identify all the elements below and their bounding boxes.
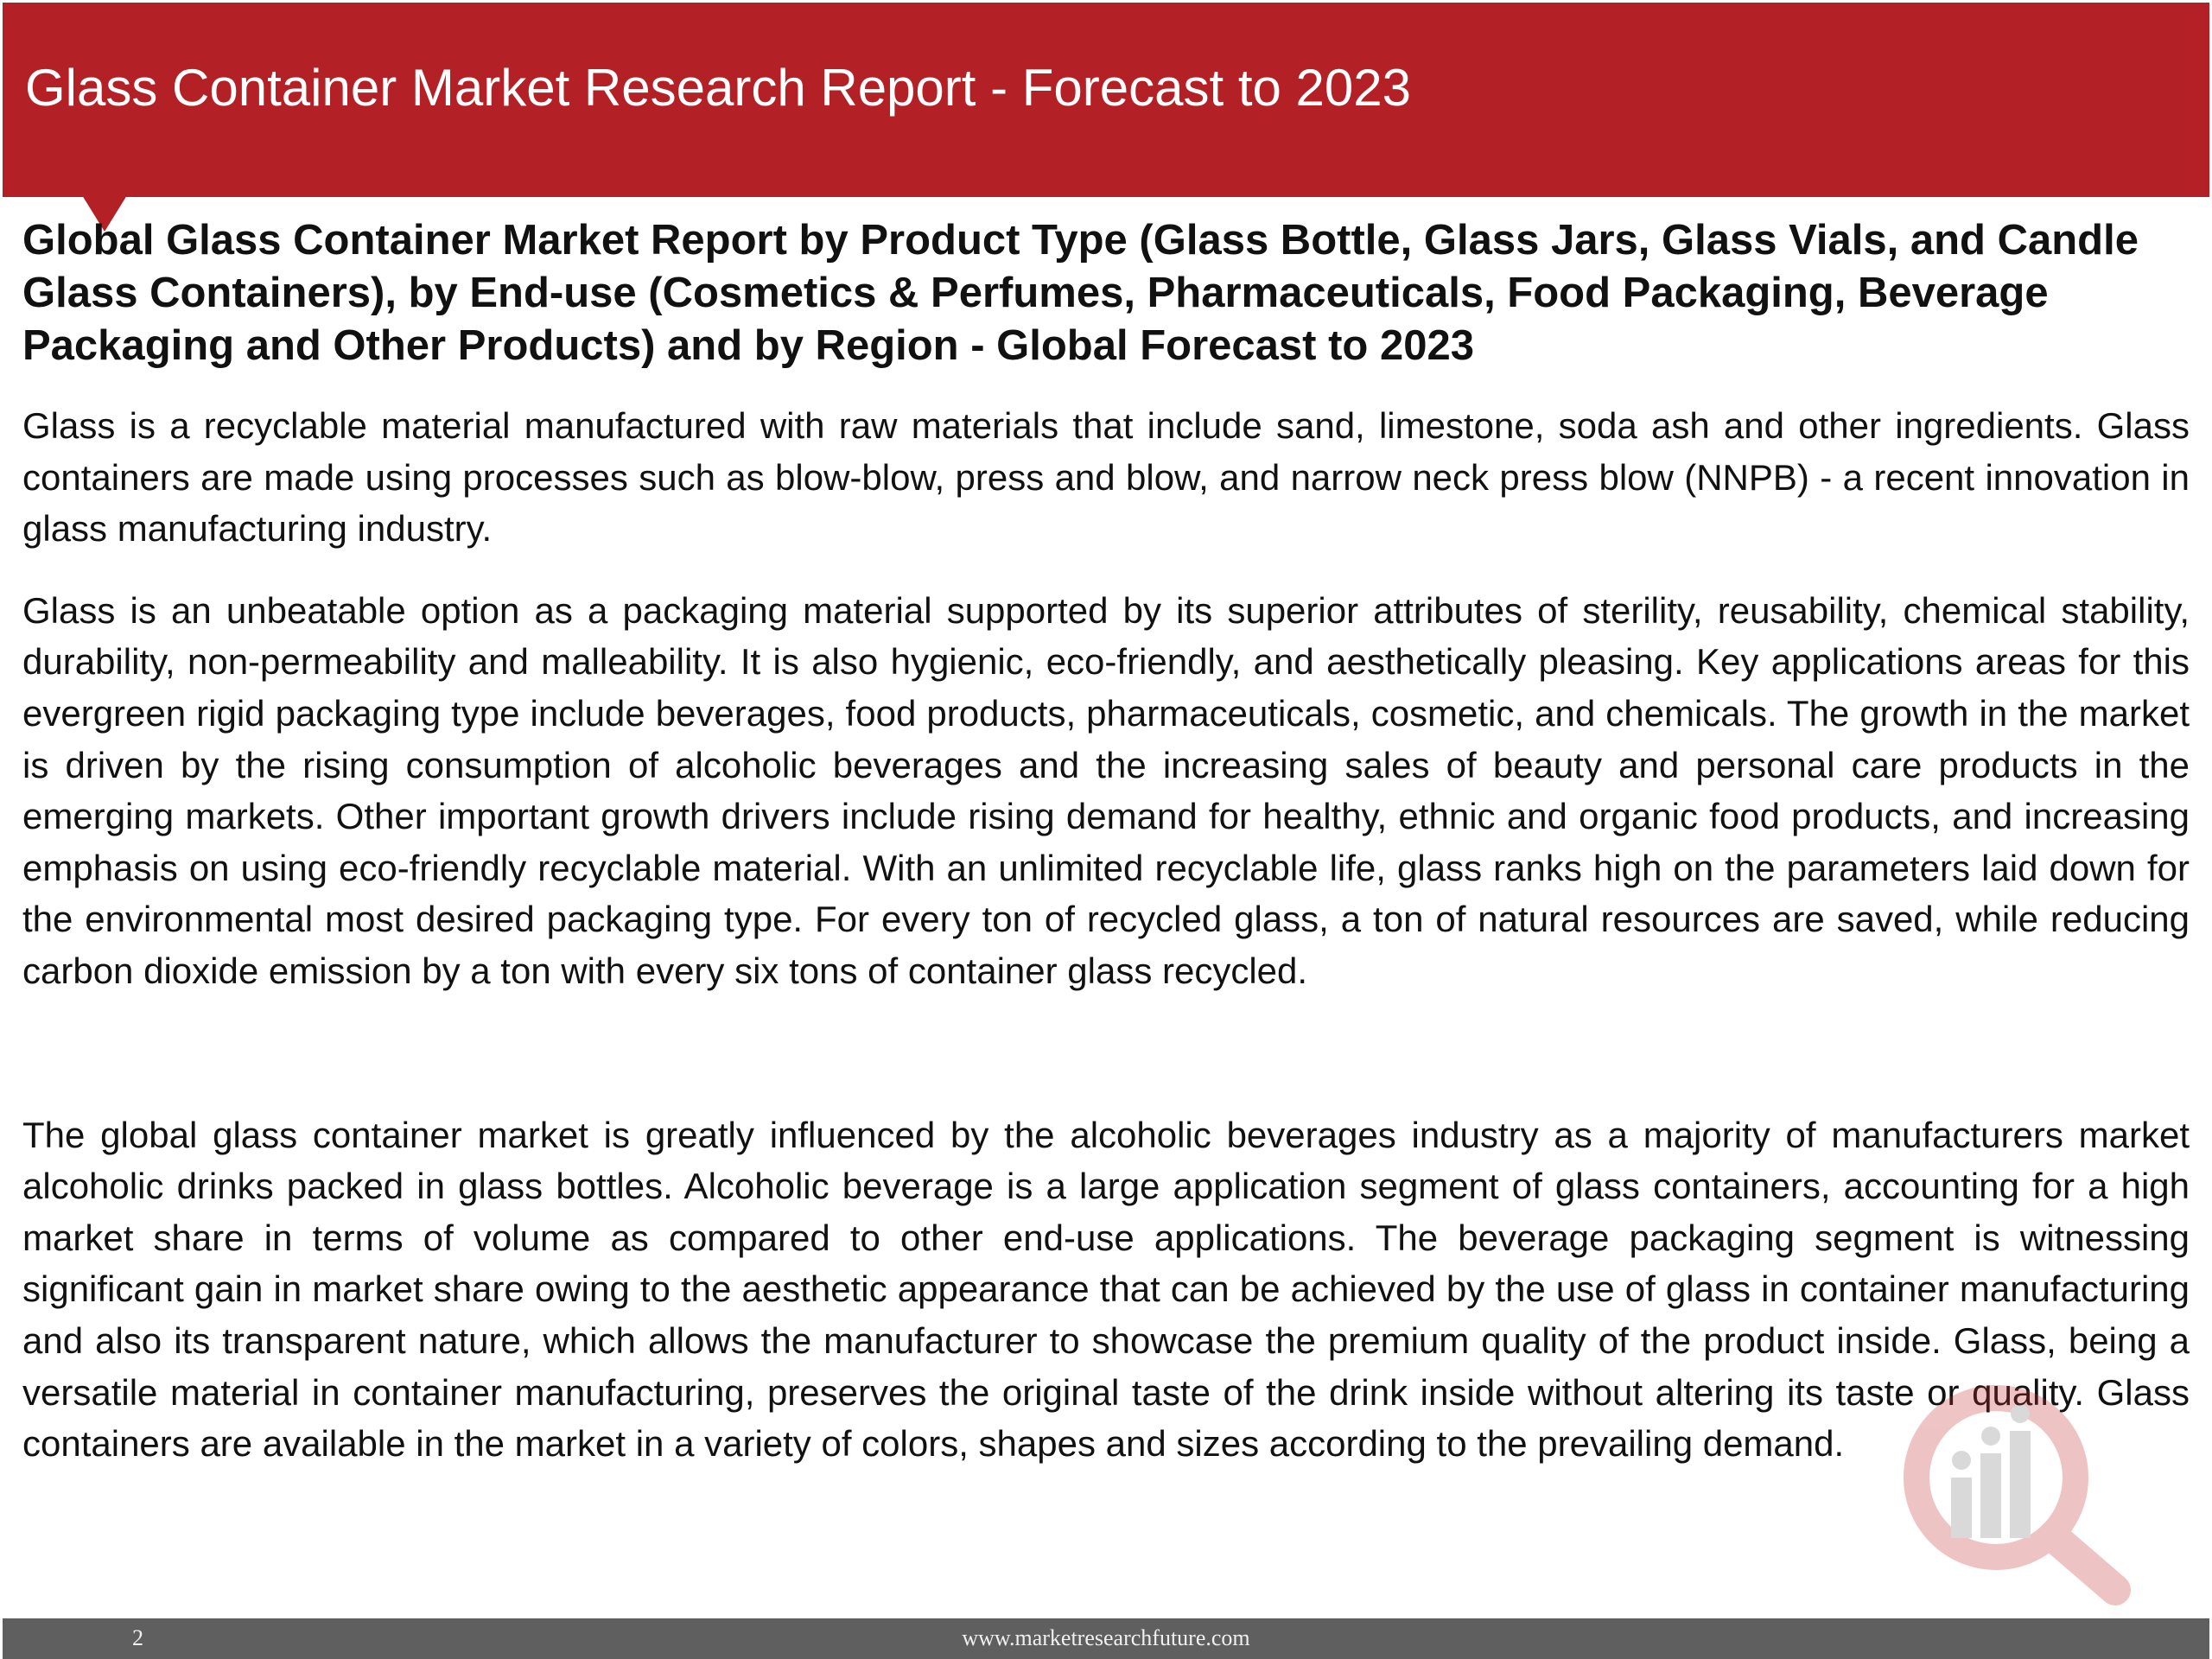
report-body xyxy=(22,214,2190,1470)
market-research-logo-icon xyxy=(1884,1374,2152,1607)
page-title: Glass Container Market Research Report - Forecast to 2023 xyxy=(25,59,1412,117)
footer-url: www.marketresearchfuture.com xyxy=(962,1625,1250,1650)
paragraph-market: The global glass container market is greatly influenced by the alcoholic beverages industry as a majority of manufacturers market alcoholic drinks packed in glass bottles. Alcoholic beverage is a large application segment of glass containers, accounting for a high market share in terms of volume as compared to other end-use applications. The beverage packaging segment is witnessing significant gain in market share owing to the aesthetic appearance that can be achieved by the use of glass in container manufacturing and also its transparent nature, which allows the manufacturer to showcase the premium quality of the product inside. Glass, being a versatile material in container manufacturing, preserves the original taste of the drink inside without altering its taste or quality. Glass containers are available in the market in a variety of colors, shapes and sizes according to the prevailing demand. xyxy=(22,1114,2190,1465)
header-banner xyxy=(3,3,2209,197)
paragraph-attributes: Glass is an unbeatable option as a packaging material supported by its superior attributes of sterility, reusability, chemical stability, durability, non-permeability and malleability. It is also hygienic, eco-friendly, and aesthetically pleasing. Key applications areas for this evergreen rigid packaging type include beverages, food products, pharmaceuticals, cosmetic, and chemicals. The growth in the market is driven by the rising consumption of alcoholic beverages and the increasing sales of beauty and personal care products in the emerging markets. Other important growth drivers include rising demand for healthy, ethnic and organic food products, and increasing emphasis on using eco-friendly recyclable material. With an unlimited recyclable life, glass ranks high on the parameters laid down for the environmental most desired packaging type. For every ton of recycled glass, a ton of natural resources are saved, while reducing carbon dioxide emission by a ton with every six tons of container glass recycled. xyxy=(22,589,2190,991)
page-number: 2 xyxy=(132,1625,143,1650)
paragraph-intro: Glass is a recyclable material manufactured with raw materials that include sand, limestone, soda ash and other ingredients. Glass containers are made using processes such as blow-blow, press and blow, and narrow neck press blow (NNPB) - a recent innovation in glass manufacturing industry. xyxy=(22,405,2190,550)
report-subtitle: Global Glass Container Market Report by Product Type (Glass Bottle, Glass Jars, Glass Vials, and Candle Glass Containers), by End-use (Cosmetics & Perfumes, Pharmaceuticals, Food Packaging, Beverage Packaging and Other Products) and by Region - Global Forecast to 2023 xyxy=(22,217,2139,369)
footer-bar xyxy=(3,1618,2209,1659)
